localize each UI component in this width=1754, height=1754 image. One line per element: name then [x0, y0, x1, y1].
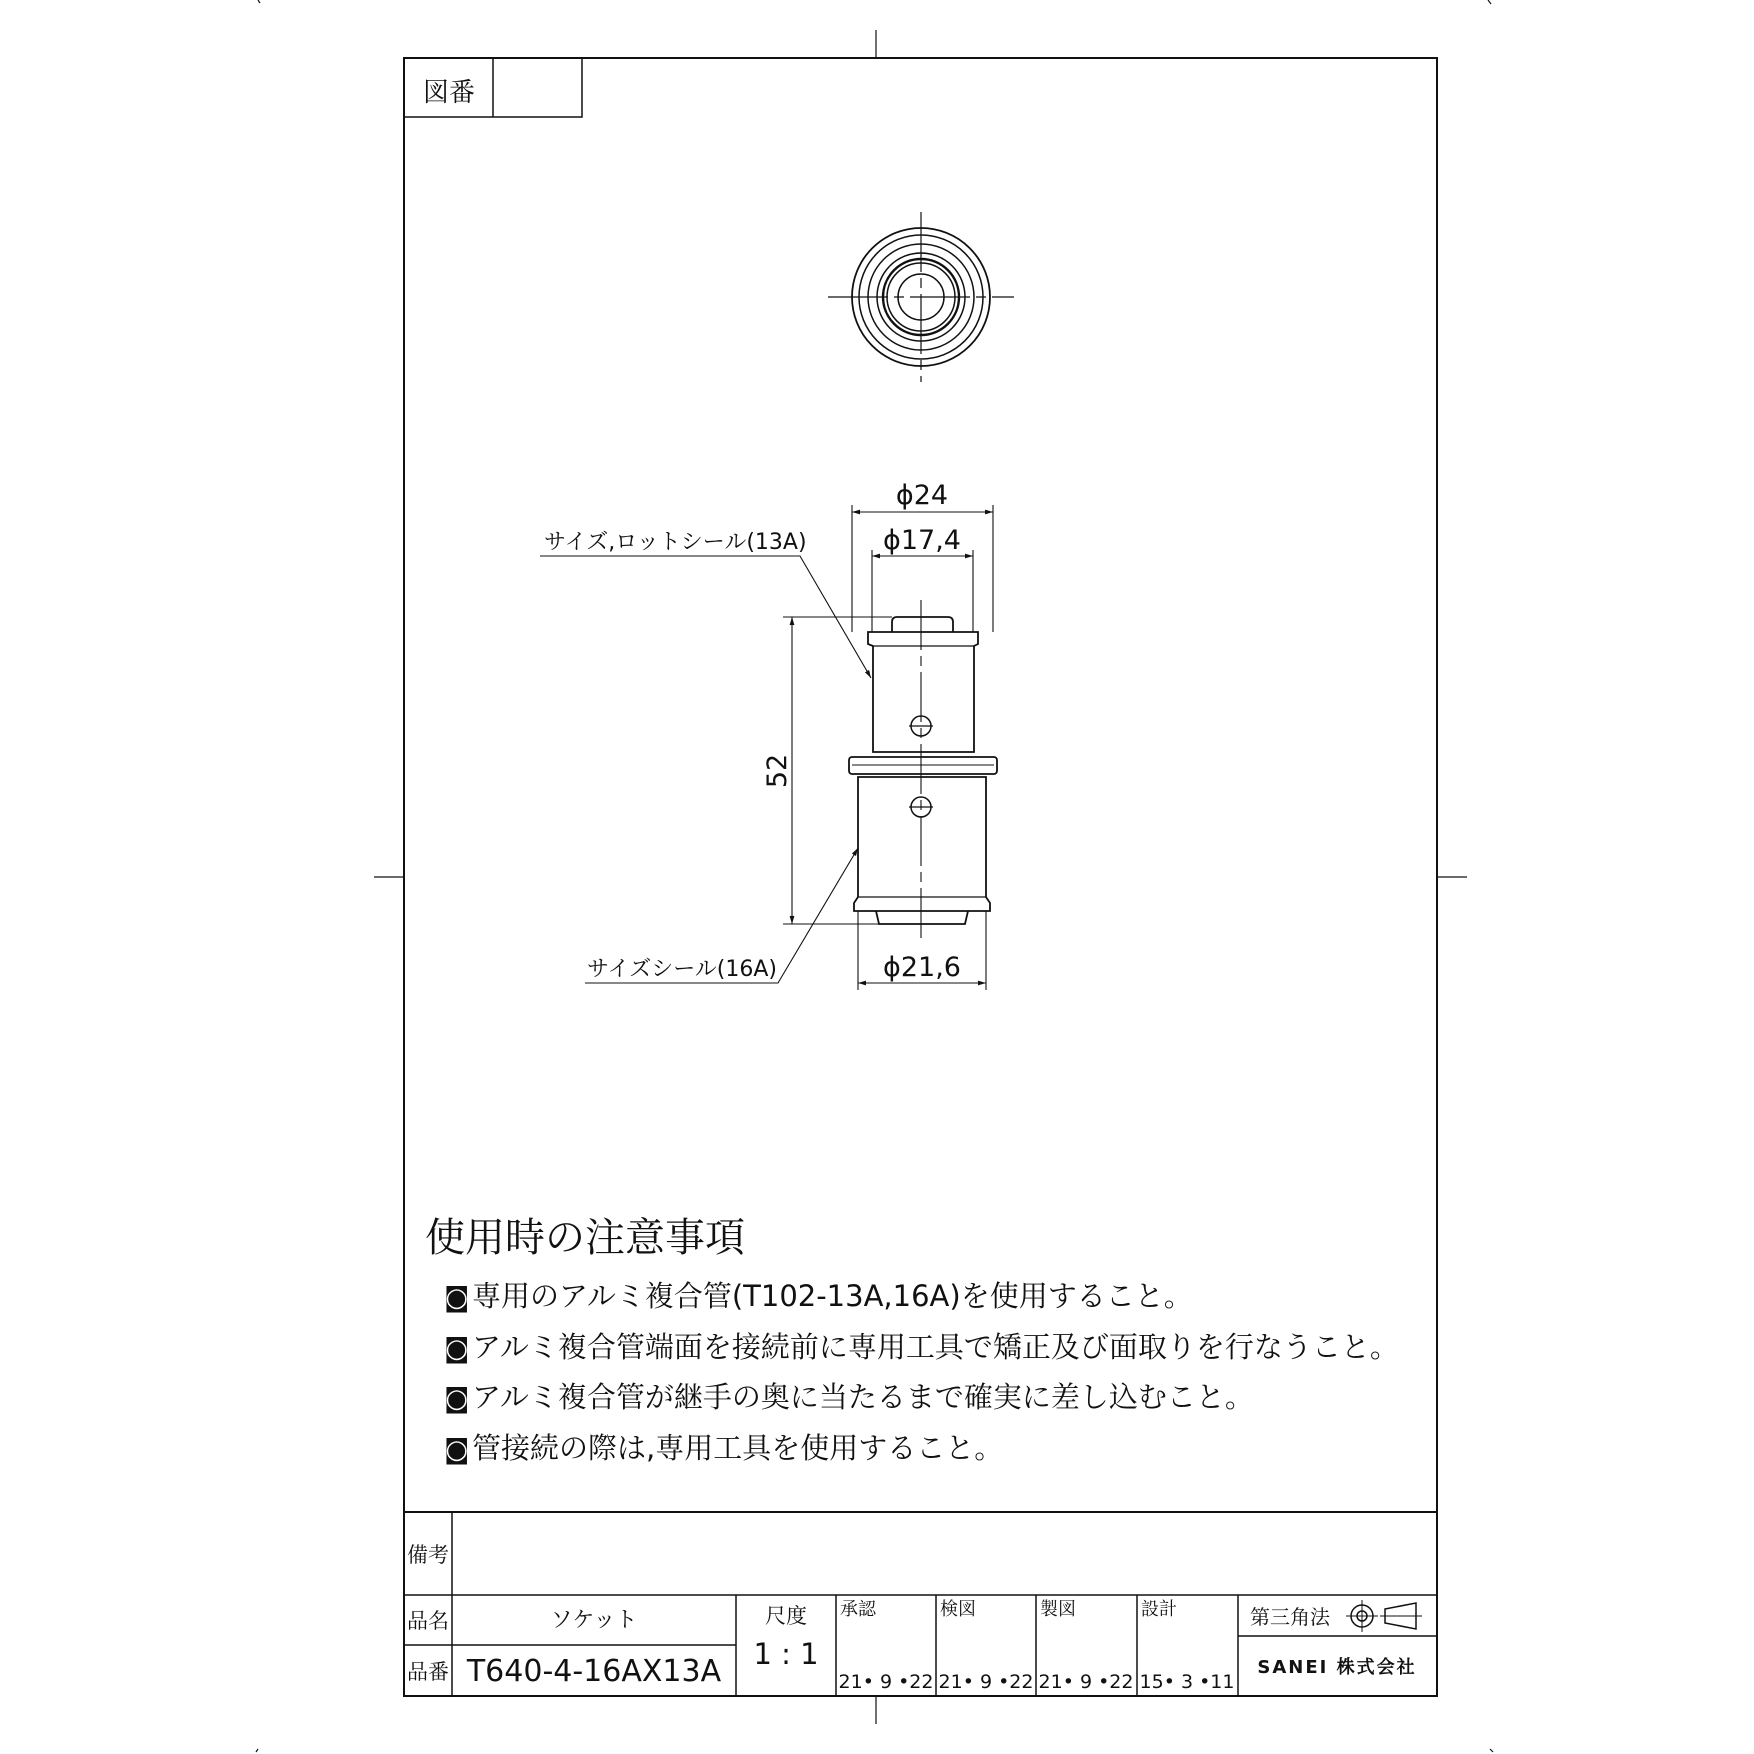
drawing-number-box	[404, 58, 582, 117]
end-view	[828, 212, 1014, 382]
dim-length: 52	[762, 753, 793, 789]
note-item: 管接続の際は,専用工具を使用すること。	[472, 1431, 1004, 1465]
product-number-label: 品番	[407, 1660, 449, 1684]
dimension-lines	[783, 505, 993, 990]
side-view	[849, 600, 997, 940]
callout-top-seal: サイズ,ロットシール(13A)	[544, 530, 807, 555]
note-bullet: ◙	[444, 1334, 470, 1364]
note-bullet: ◙	[444, 1435, 470, 1465]
company-name: SANEI 株式会社	[1257, 1657, 1417, 1678]
product-name: ソケット	[550, 1608, 638, 1633]
dim-bottom-dia: ϕ21,6	[883, 952, 961, 983]
checked-label: 検図	[940, 1599, 976, 1620]
approved-date: 21• 9 •22	[838, 1671, 934, 1693]
scale-value: 1 : 1	[753, 1637, 819, 1671]
designed-date: 15• 3 •11	[1139, 1671, 1235, 1693]
note-bullet: ◙	[444, 1384, 470, 1414]
notes-title: 使用時の注意事項	[425, 1215, 745, 1261]
remarks-label: 備考	[407, 1543, 449, 1567]
projection-label: 第三角法	[1250, 1605, 1330, 1629]
note-item: アルミ複合管端面を接続前に専用工具で矯正及び面取りを行なうこと。	[472, 1330, 1399, 1364]
leader-lines	[540, 556, 871, 983]
scale-label: 尺度	[765, 1604, 807, 1628]
sheet-marks	[256, 0, 1493, 1752]
note-item: アルミ複合管が継手の奥に当たるまで確実に差し込むこと。	[472, 1380, 1254, 1414]
callout-bottom-seal: サイズシール(16A)	[587, 957, 778, 982]
note-item: 専用のアルミ複合管(T102-13A,16A)を使用すること。	[472, 1279, 1193, 1313]
approved-label: 承認	[840, 1599, 876, 1620]
product-name-label: 品名	[407, 1609, 449, 1633]
checked-date: 21• 9 •22	[938, 1671, 1034, 1693]
drawn-date: 21• 9 •22	[1038, 1671, 1134, 1693]
dim-bore-dia: ϕ17,4	[883, 525, 961, 556]
drawing-number-label: 図番	[422, 78, 476, 108]
designed-label: 設計	[1141, 1599, 1177, 1620]
dim-outer-dia: ϕ24	[895, 480, 949, 511]
drawn-label: 製図	[1040, 1599, 1076, 1620]
third-angle-projection-icon	[1346, 1600, 1422, 1632]
product-number: T640-4-16AX13A	[466, 1654, 722, 1689]
note-bullet: ◙	[444, 1283, 470, 1313]
usage-notes	[425, 1215, 1399, 1465]
